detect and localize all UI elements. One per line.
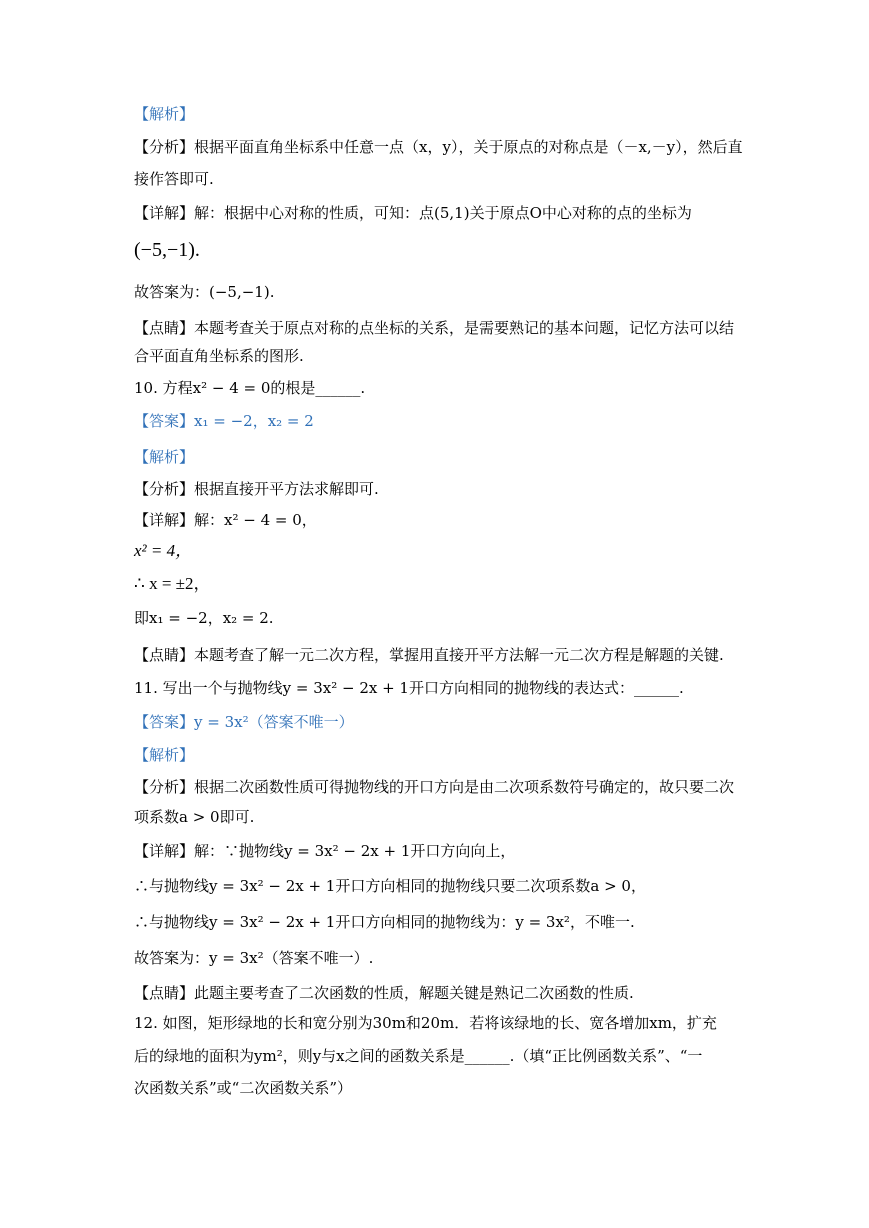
question-10: [134, 378, 749, 398]
text-run: ∴与抛物线y = 3x² − 2x + 1开口方向相同的抛物线为：y = 3x²，不唯一.: [134, 913, 635, 931]
q11-dianjing: [134, 983, 749, 1003]
text-run: [134, 984, 634, 1002]
section-label: 【点睛】: [134, 646, 195, 664]
text-run: 即x₁ = −2，x₂ = 2.: [134, 609, 274, 627]
text-run: [134, 319, 734, 337]
text-run: ∴与抛物线y = 3x² − 2x + 1开口方向相同的抛物线只要二次项系数a > 0，: [134, 877, 646, 895]
section-body: 根据直接开平方法求解即可.: [194, 480, 379, 498]
q10-dianjing: [134, 645, 749, 665]
section-label: 【分析】: [134, 138, 195, 156]
q11-fenxi-1: [134, 777, 749, 797]
heading-text: 【解析】: [134, 746, 195, 764]
text-run: [134, 842, 515, 860]
q9-fenxi-line-2: [134, 169, 749, 189]
question-12-line-1: [134, 1013, 749, 1033]
section-body: 解：根据中心对称的性质，可知：点(5,1)关于原点O中心对称的点的坐标为: [194, 204, 692, 222]
question-text: 后的绿地的面积为ym²，则y与x之间的函数关系是______.（填“正比例函数关系”、“一: [134, 1047, 703, 1065]
question-text: 10. 方程x² − 4 = 0的根是______.: [134, 379, 366, 397]
section-label: 【详解】: [134, 204, 195, 222]
q9-dianjing-line-1: [134, 318, 749, 338]
text-run: 接作答即可.: [134, 170, 214, 188]
section-body: 此题主要考查了二次函数的性质，解题关键是熟记二次函数的性质.: [194, 984, 634, 1002]
text-run: 项系数a > 0即可.: [134, 808, 255, 826]
q9-fenxi-line-1: [134, 137, 749, 157]
q10-analysis-heading: [134, 447, 749, 467]
q11-xiangjie-3: [134, 912, 749, 932]
text-run: 合平面直角坐标系的图形.: [134, 347, 304, 365]
text-run: [134, 511, 317, 529]
section-label: 【点睛】: [134, 319, 195, 337]
text-run: [134, 204, 692, 222]
q11-fenxi-2: [134, 807, 749, 827]
q11-answer: [134, 712, 749, 732]
question-text: 次函数关系”或“二次函数关系”）: [134, 1079, 353, 1097]
section-label: 【详解】: [134, 842, 195, 860]
answer-text: 【答案】x₁ = −2，x₂ = 2: [134, 412, 314, 430]
q9-dianjing-line-2: [134, 346, 749, 366]
math-run: (−5,−1).: [134, 239, 200, 261]
q11-answer-line: [134, 948, 749, 968]
section-body: 根据平面直角坐标系中任意一点（x，y），关于原点的对称点是（－x,－y），然后直: [194, 138, 743, 156]
question-text: 11. 写出一个与抛物线y = 3x² − 2x + 1开口方向相同的抛物线的表达式：______.: [134, 679, 684, 697]
math-run: x² = 4，: [134, 541, 193, 560]
q10-answer: [134, 411, 749, 431]
q9-answer-line: [134, 282, 749, 302]
analysis-heading: [134, 104, 749, 124]
text-run: 故答案为：(−5,−1).: [134, 283, 275, 301]
text-run: [134, 778, 734, 796]
question-text: 12. 如图，矩形绿地的长和宽分别为30m和20m．若将该绿地的长、宽各增加xm，扩充: [134, 1014, 717, 1032]
question-12-line-2: [134, 1046, 749, 1066]
q9-xiangjie-line-1: [134, 203, 749, 223]
q10-xiangjie-2: [134, 541, 749, 561]
section-label: 【点睛】: [134, 984, 195, 1002]
q10-fenxi: [134, 479, 749, 499]
text-run: [134, 480, 379, 498]
q11-xiangjie-2: [134, 876, 749, 896]
section-body: 本题考查了解一元二次方程，掌握用直接开平方法解一元二次方程是解题的关键.: [194, 646, 724, 664]
question-12-line-3: [134, 1078, 749, 1098]
heading-text: 【解析】: [134, 105, 195, 123]
section-body: 根据二次函数性质可得抛物线的开口方向是由二次项系数符号确定的，故只要二次: [194, 778, 735, 796]
section-body: 本题考查关于原点对称的点坐标的关系，是需要熟记的基本问题，记忆方法可以结: [194, 319, 735, 337]
q10-xiangjie-4: [134, 608, 749, 628]
question-11: [134, 678, 749, 698]
text-run: [134, 646, 724, 664]
section-label: 【详解】: [134, 511, 195, 529]
q10-xiangjie-3: [134, 574, 749, 594]
q11-analysis-heading: [134, 745, 749, 765]
heading-text: 【解析】: [134, 448, 195, 466]
math-run: ∴ x = ±2，: [134, 574, 211, 593]
q11-xiangjie-1: [134, 841, 749, 861]
text-run: 故答案为：y = 3x²（答案不唯一）.: [134, 949, 374, 967]
q10-xiangjie-1: [134, 510, 749, 530]
text-run: [134, 138, 743, 156]
section-label: 【分析】: [134, 778, 195, 796]
section-body: 解：x² − 4 = 0，: [194, 511, 317, 529]
answer-text: 【答案】y = 3x²（答案不唯一）: [134, 713, 354, 731]
q9-xiangjie-line-2: [134, 240, 749, 260]
section-label: 【分析】: [134, 480, 195, 498]
section-body: 解：∵抛物线y = 3x² − 2x + 1开口方向向上，: [194, 842, 516, 860]
